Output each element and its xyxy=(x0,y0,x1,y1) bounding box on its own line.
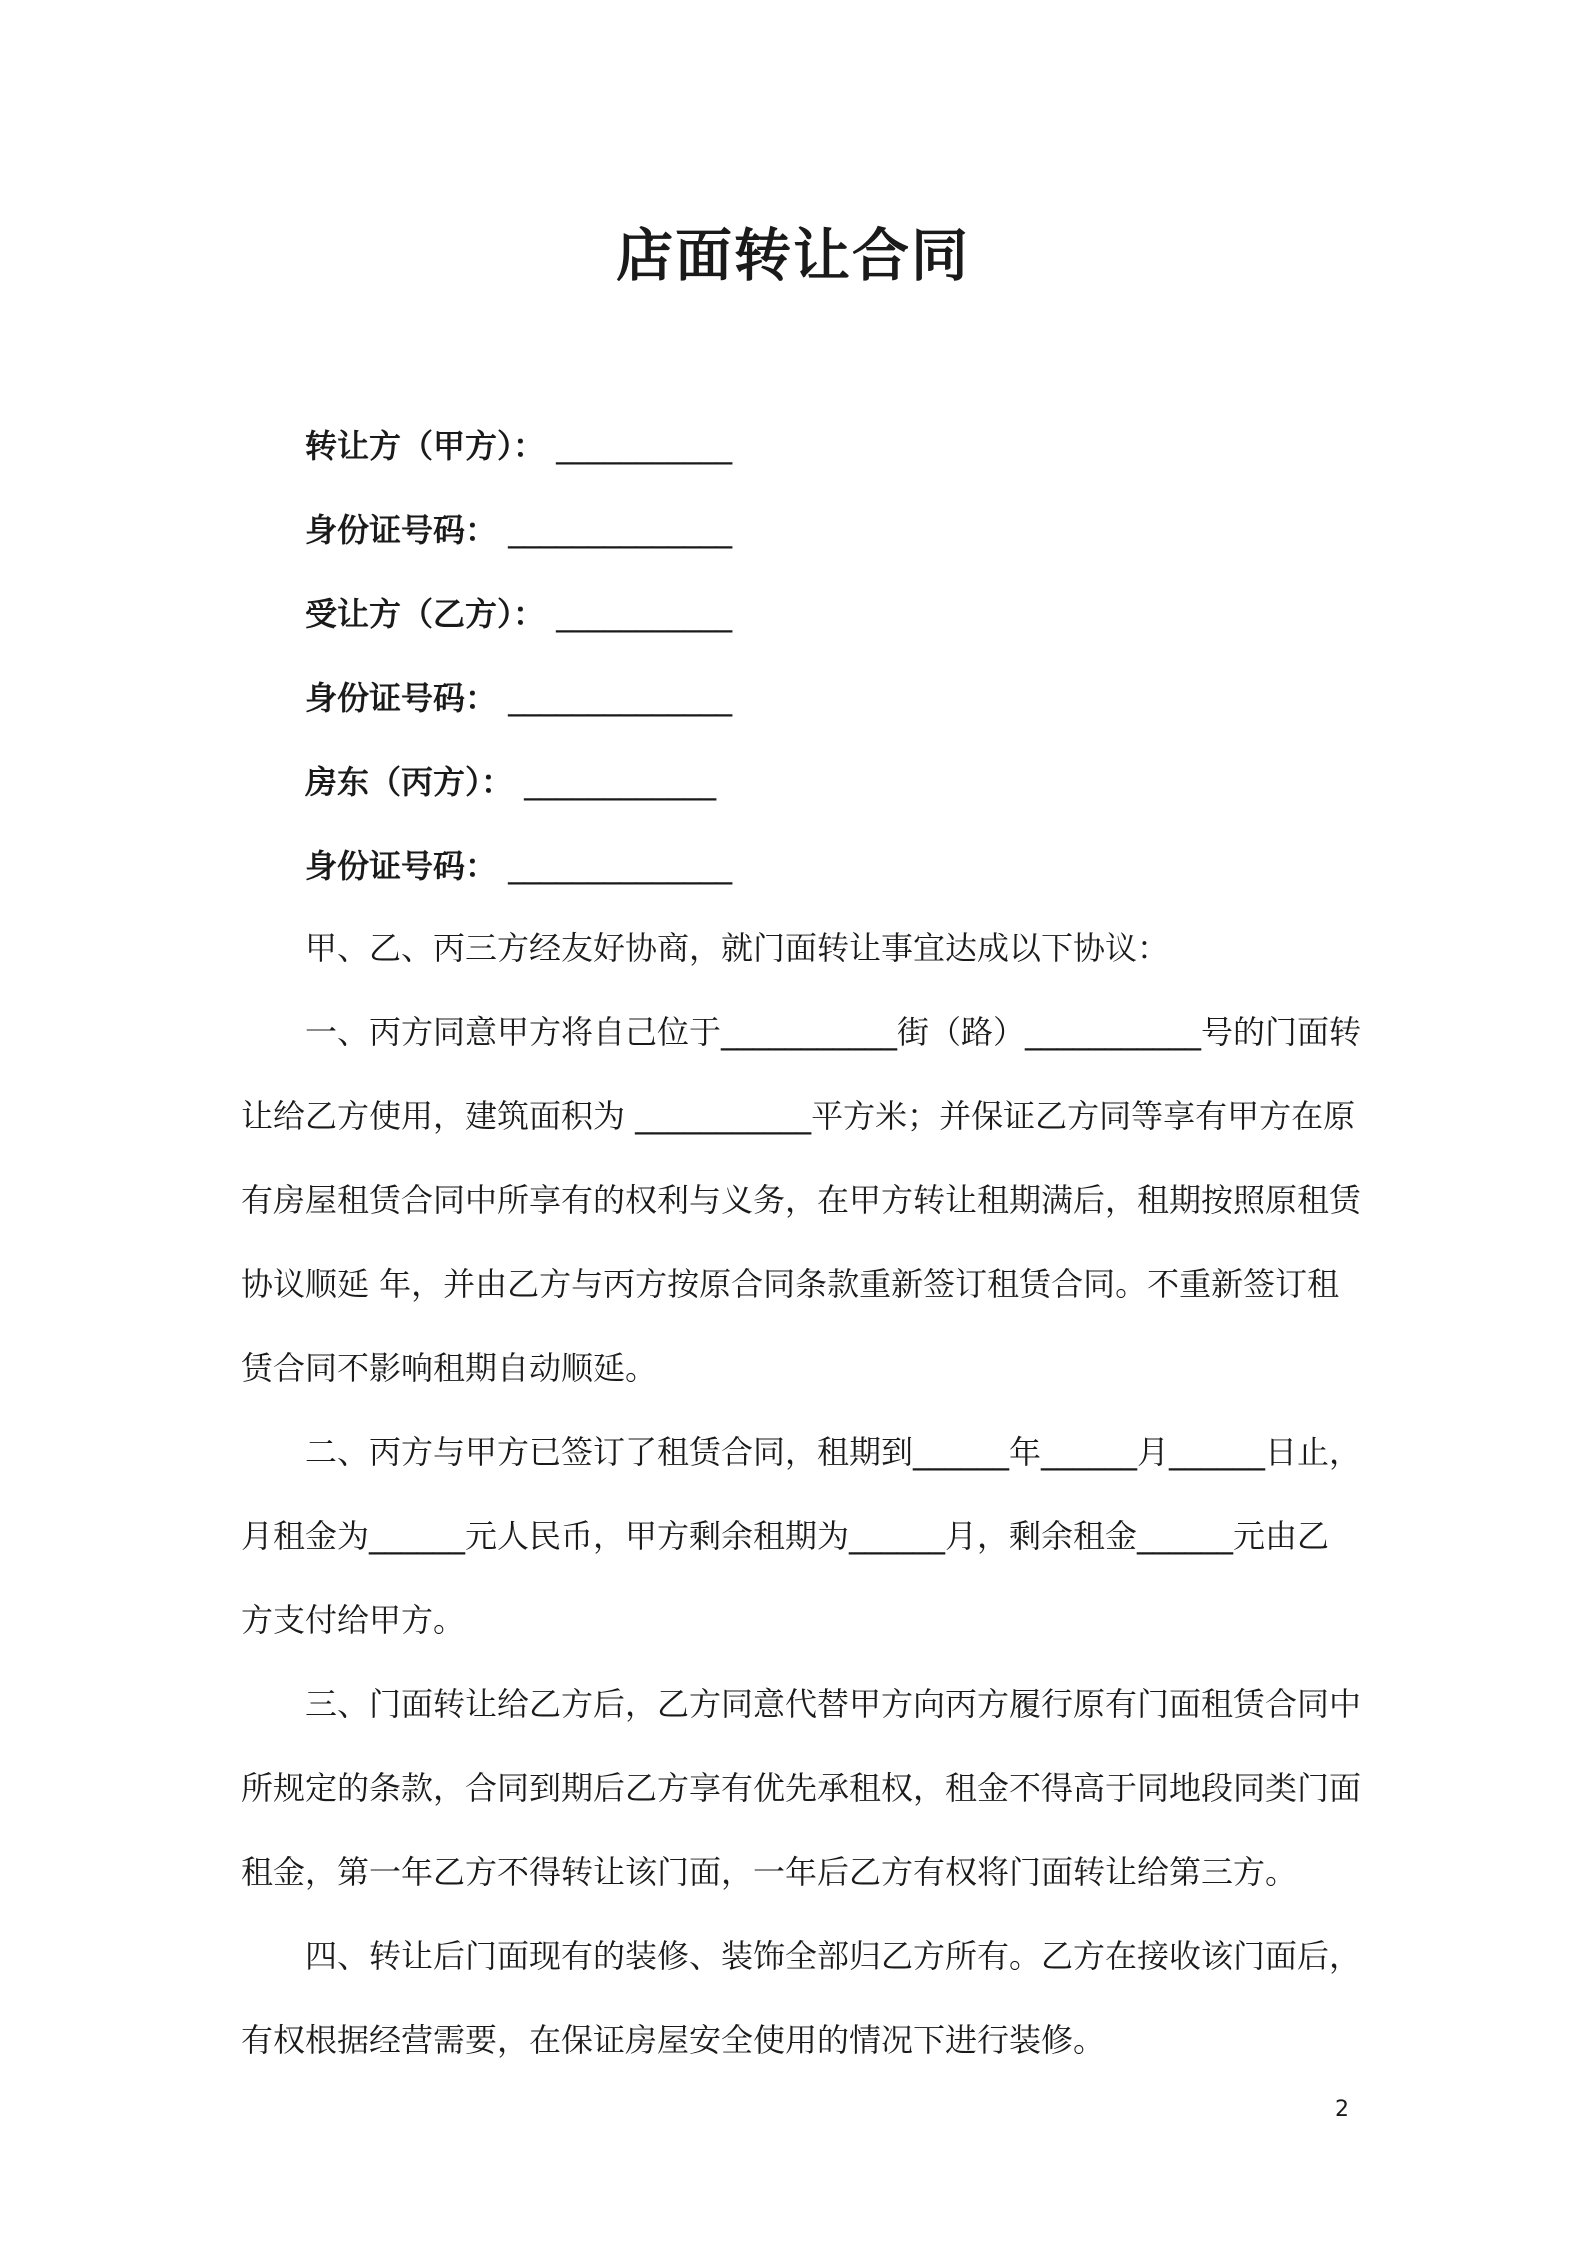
paragraph-line: 赁合同不影响租期自动顺延。 xyxy=(241,1349,658,1387)
paragraph-line: 协议顺延 年，并由乙方与丙方按原合同条款重新签订租赁合同。不重新签订租 xyxy=(241,1265,1340,1303)
party-landlord-id xyxy=(305,844,732,888)
paragraph-line: 三、门面转让给乙方后，乙方同意代替甲方向丙方履行原有门面租赁合同中 xyxy=(305,1685,1362,1723)
paragraph-line: 有权根据经营需要，在保证房屋安全使用的情况下进行装修。 xyxy=(241,2021,1106,2059)
party-transferee xyxy=(305,592,732,636)
paragraph-line: 有房屋租赁合同中所享有的权利与义务，在甲方转让租期满后，租期按照原租赁 xyxy=(241,1181,1362,1219)
paragraph-line: 租金，第一年乙方不得转让该门面，一年后乙方有权将门面转让给第三方。 xyxy=(241,1853,1298,1891)
fill-in-blank: ____________ xyxy=(524,763,717,801)
paragraph-line: 月租金为______元人民币，甲方剩余租期为______月，剩余租金______元由乙 xyxy=(241,1517,1330,1555)
paragraph-line: 方支付给甲方。 xyxy=(241,1601,466,1639)
fill-in-blank: ______________ xyxy=(508,511,733,549)
page-number: 2 xyxy=(1335,2097,1349,2122)
party-transferor-id xyxy=(305,508,732,552)
clause-4 xyxy=(241,1914,1362,2082)
party-label: 房东（丙方）： xyxy=(305,763,514,801)
fill-in-blank: ______________ xyxy=(508,679,733,717)
document-title: 店面转让合同 xyxy=(616,223,970,289)
party-label: 转让方（甲方）： xyxy=(305,427,546,465)
party-landlord xyxy=(305,760,716,804)
fill-in-blank: ___________ xyxy=(556,427,733,465)
party-transferee-id xyxy=(305,676,732,720)
paragraph-line: 让给乙方使用，建筑面积为 ___________平方米；并保证乙方同等享有甲方在原 xyxy=(241,1097,1356,1135)
party-transferor xyxy=(305,424,732,468)
clause-1 xyxy=(241,990,1362,1410)
clause-3 xyxy=(241,1662,1362,1914)
paragraph-line: 四、转让后门面现有的装修、装饰全部归乙方所有。乙方在接收该门面后， xyxy=(305,1937,1362,1975)
paragraph-line: 甲、乙、丙三方经友好协商，就门面转让事宜达成以下协议： xyxy=(305,929,1170,967)
fill-in-blank: ___________ xyxy=(556,595,733,633)
fill-in-blank: ______________ xyxy=(508,847,733,885)
paragraph-line: 所规定的条款，合同到期后乙方享有优先承租权，租金不得高于同地段同类门面 xyxy=(241,1769,1362,1807)
party-label: 身份证号码： xyxy=(305,511,498,549)
clause-2 xyxy=(241,1410,1362,1662)
paragraph-line: 二、丙方与甲方已签订了租赁合同，租期到______年______月______日止， xyxy=(305,1433,1362,1471)
party-label: 身份证号码： xyxy=(305,847,498,885)
paragraph-line: 一、丙方同意甲方将自己位于___________街（路）___________号的门面转 xyxy=(305,1013,1362,1051)
party-label: 受让方（乙方）： xyxy=(305,595,546,633)
party-label: 身份证号码： xyxy=(305,679,498,717)
intro-paragraph xyxy=(241,906,1353,990)
